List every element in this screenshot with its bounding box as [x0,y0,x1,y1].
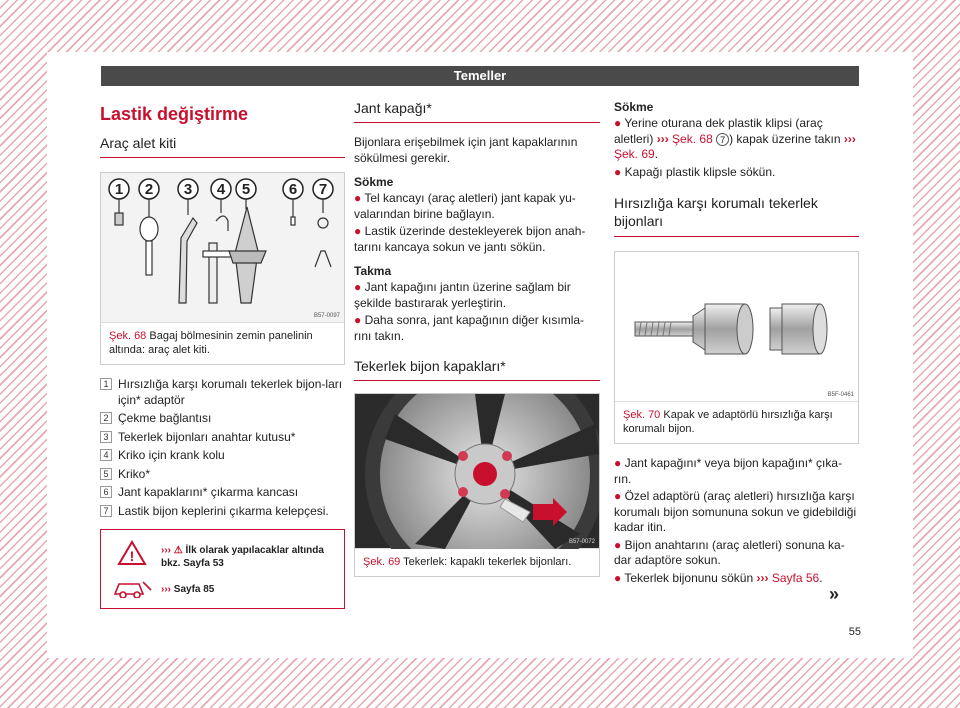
manual-page [47,52,913,658]
list-item: 4 Kriko için krank kolu [100,448,345,464]
bullet-item: ● Kapağı plastik klipsle sökün. [614,164,776,179]
column-middle [354,100,600,577]
figure-70 [614,251,859,444]
bolt-drawing [615,252,858,402]
bullet-item: ● Lastik üzerinde destekleyerek bijon anah-tarını kancaya sokun ve jantı sökün. [354,224,586,254]
tool-label-2: 2 [144,181,154,198]
tool-label-7: 7 [318,181,328,198]
figure-caption-text: Tekerlek: kapaklı tekerlek bijonları. [403,556,572,568]
warning-box [100,529,345,609]
bullet-item: ● Jant kapağını* veya bijon kapağını* çıka-rın. [614,456,843,486]
bullet-item: ● Jant kapağını jantın üzerine sağlam bir şekilde bastırarak yerleştirin. [354,280,571,310]
bullet-item: ● Tel kancayı (araç aletleri) jant kapak yu-valarından birine bağlayın. [354,191,576,221]
figure-69 [354,393,600,577]
figure-code: B5F-0461 [827,392,854,398]
subheading-fitting: Takma [354,264,392,278]
tool-label-4: 4 [216,181,226,198]
figure-code: B57-0097 [313,313,340,319]
figure-caption-text: Bagaj bölmesinin zemin panelinin altında: araç alet kiti. [109,330,313,356]
figure-caption-text: Kapak ve adaptörlü hırsızlığa karşı korumalı bijon. [623,409,833,435]
chapter-header: Temeller [101,66,859,86]
intro-paragraph: Bijonlara erişebilmek için jant kapaklarının sökülmesi gerekir. [354,135,578,165]
column-left [100,100,345,609]
figure-code: B57-0072 [568,539,595,545]
wheel-bolt-caps-drawing [355,394,599,549]
list-item: 3 Tekerlek bijonları anahtar kutusu* [100,430,345,446]
tool-label-1: 1 [114,181,124,198]
continue-marker: » [829,584,840,604]
tool-label-3: 3 [183,181,193,198]
reference-text: ››› Sayfa 85 [161,584,215,595]
figure-label: Şek. 68 [109,330,147,342]
tool-kit-illustration [101,173,344,323]
subheading-removal: Sökme [354,175,394,189]
car-manual-icon [113,576,153,598]
figure-label: Şek. 69 [363,556,401,568]
list-item: 5 Kriko* [100,467,345,483]
warning-triangle-icon [117,540,147,566]
column-right [614,100,859,586]
subheading-removal: Sökme [614,100,654,114]
figure-caption [101,323,344,364]
list-item: 6 Jant kapaklarını* çıkarma kancası [100,485,345,501]
svg-text:!: ! [129,548,135,564]
tool-list [100,377,345,519]
list-item: 7 Lastik bijon keplerini çıkarma kelepçesi. [100,504,345,520]
list-item: 2 Çekme bağlantısı [100,411,345,427]
figure-label: Şek. 70 [623,409,661,421]
anti-theft-bolt-illustration [615,252,858,402]
bullet-item: ● Özel adaptörü (araç aletleri) hırsızlığa karşı korumalı bijon somununa sokun ve gidebildiği kadar itin. [614,489,857,534]
bullet-item: ● Yerine oturana dek plastik klipsi (araç aletleri) ››› Şek. 68 7 ) kapak üzerine takın ››› Şek. 69. [614,116,856,161]
figure-caption [355,549,599,576]
section-heading-anti-theft: Hırsızlığa karşı korumalı tekerlek bijonları [614,194,859,237]
section-heading-hubcap: Jant kapağı* [354,100,600,123]
bullet-item: ● Bijon anahtarını (araç aletleri) sonuna ka-dar adaptöre sokun. [614,537,845,567]
tool-kit-drawing [101,173,344,323]
list-item: 1 Hırsızlığa karşı korumalı tekerlek bijon-ları için* adaptör [100,377,345,408]
figure-caption [615,402,858,443]
tool-label-5: 5 [241,181,251,198]
page-title: Lastik değiştirme [100,104,249,124]
figure-68 [100,172,345,365]
tool-label-6: 6 [288,181,298,198]
bullet-item: ● Daha sonra, jant kapağının diğer kısımla-rını takın. [354,313,585,343]
section-heading-tool-kit: Araç alet kiti [100,135,345,158]
warning-text: ››› ⚠ İlk olarak yapılacaklar altında bkz. Sayfa 53 [161,545,324,569]
page-number: 55 [848,626,861,638]
section-heading-bolt-caps: Tekerlek bijon kapakları* [354,358,600,381]
wheel-photo [355,394,599,549]
bullet-item: ● Tekerlek bijonunu sökün ››› Sayfa 56. [614,570,823,585]
